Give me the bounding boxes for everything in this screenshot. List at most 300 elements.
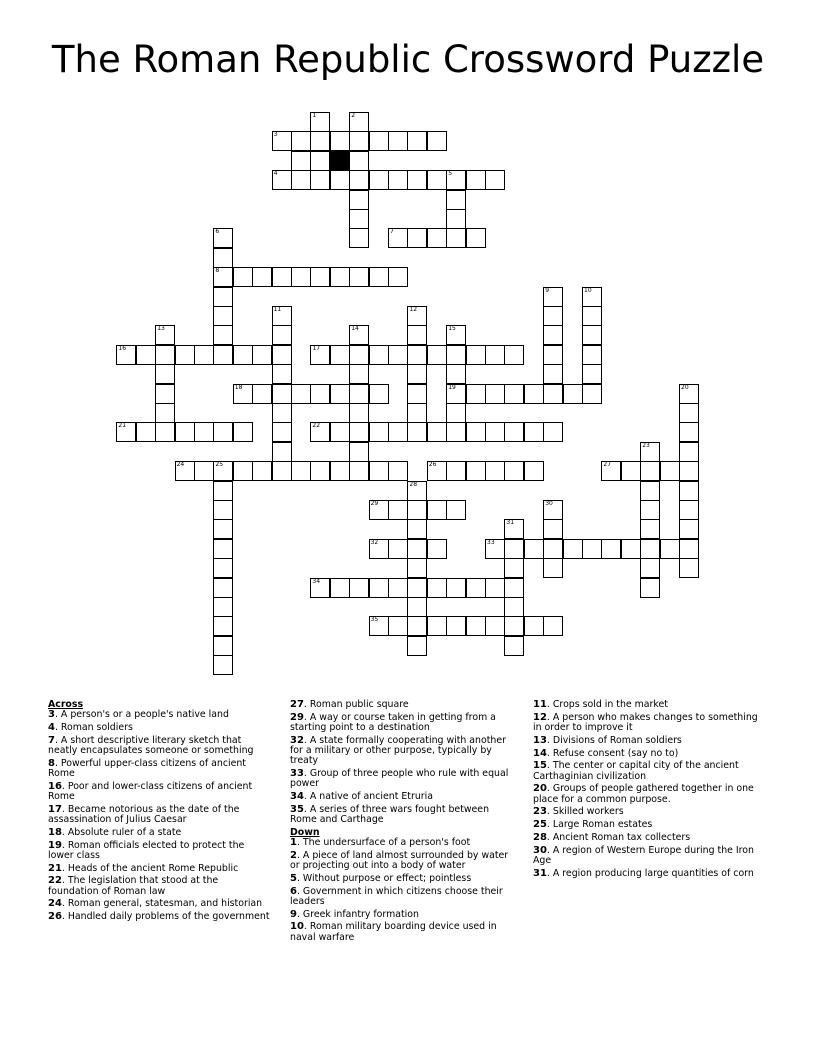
grid-cell[interactable] [388, 500, 408, 520]
grid-cell[interactable] [213, 461, 233, 481]
grid-cell[interactable] [543, 306, 563, 326]
grid-cell[interactable] [446, 209, 466, 229]
grid-cell[interactable] [310, 384, 330, 404]
clue [533, 761, 758, 781]
grid-cell[interactable] [543, 345, 563, 365]
grid-cell[interactable] [369, 539, 389, 559]
grid-cell[interactable] [466, 384, 486, 404]
grid-cell[interactable] [640, 461, 660, 481]
clue-number: 23 [533, 806, 547, 818]
grid-cell[interactable] [543, 519, 563, 539]
grid-cell[interactable] [388, 422, 408, 442]
grid-cell[interactable] [504, 636, 524, 656]
grid-cell[interactable] [446, 228, 466, 248]
grid-cell[interactable] [310, 170, 330, 190]
grid-cell[interactable] [194, 345, 214, 365]
grid-cell[interactable] [466, 461, 486, 481]
grid-cell[interactable] [485, 422, 505, 442]
grid-cell[interactable] [213, 248, 233, 268]
grid-cell[interactable] [582, 345, 602, 365]
grid-cell[interactable] [213, 597, 233, 617]
cell-number: 35 [370, 616, 379, 624]
clue [290, 851, 515, 871]
grid-cell[interactable] [349, 461, 369, 481]
grid-cell[interactable] [582, 539, 602, 559]
grid-cell[interactable] [233, 384, 253, 404]
grid-cell[interactable] [640, 481, 660, 501]
grid-cell[interactable] [466, 578, 486, 598]
grid-cell[interactable] [427, 616, 447, 636]
grid-cell[interactable] [640, 558, 660, 578]
grid-cell[interactable] [175, 461, 195, 481]
grid-cell[interactable] [349, 267, 369, 287]
grid-cell[interactable] [272, 442, 292, 462]
grid-cell[interactable] [349, 112, 369, 132]
grid-cell[interactable] [233, 345, 253, 365]
grid-cell[interactable] [349, 345, 369, 365]
clue-text: . A native of ancient Etruria [303, 791, 433, 802]
grid-cell[interactable] [407, 578, 427, 598]
grid-cell[interactable] [543, 364, 563, 384]
grid-cell[interactable] [446, 403, 466, 423]
grid-cell[interactable] [194, 461, 214, 481]
grid-cell[interactable] [679, 384, 699, 404]
grid-cell[interactable] [407, 519, 427, 539]
grid-cell[interactable] [213, 519, 233, 539]
clue-number: 20 [533, 783, 547, 795]
grid-cell[interactable] [427, 539, 447, 559]
grid-cell[interactable] [213, 616, 233, 636]
grid-cell[interactable] [466, 616, 486, 636]
grid-cell[interactable] [582, 287, 602, 307]
grid-cell[interactable] [466, 228, 486, 248]
grid-cell[interactable] [485, 461, 505, 481]
cell-number: 26 [428, 461, 437, 469]
grid-cell[interactable] [349, 442, 369, 462]
grid-cell[interactable] [155, 325, 175, 345]
grid-cell[interactable] [330, 461, 350, 481]
grid-cell[interactable] [640, 500, 660, 520]
grid-cell[interactable] [601, 461, 621, 481]
grid-cell[interactable] [252, 345, 272, 365]
grid-cell[interactable] [349, 228, 369, 248]
grid-cell[interactable] [621, 539, 641, 559]
clue-text: . A region producing large quantities of corn [546, 867, 754, 879]
clue-number: 34 [290, 791, 304, 802]
grid-cell[interactable] [349, 422, 369, 442]
grid-cell[interactable] [640, 519, 660, 539]
clue [533, 846, 758, 866]
grid-cell[interactable] [679, 539, 699, 559]
grid-cell[interactable] [563, 384, 583, 404]
grid-cell[interactable] [485, 384, 505, 404]
grid-cell[interactable] [233, 461, 253, 481]
grid-cell[interactable] [504, 597, 524, 617]
grid-cell[interactable] [485, 539, 505, 559]
grid-cell[interactable] [330, 267, 350, 287]
grid-cell[interactable] [485, 616, 505, 636]
grid-cell[interactable] [563, 539, 583, 559]
grid-cell[interactable] [524, 539, 544, 559]
grid-cell[interactable] [446, 422, 466, 442]
grid-cell[interactable] [543, 539, 563, 559]
grid-cell[interactable] [640, 539, 660, 559]
cell-number: 11 [273, 306, 282, 313]
grid-cell[interactable] [175, 422, 195, 442]
grid-cell[interactable] [446, 384, 466, 404]
grid-cell[interactable] [291, 384, 311, 404]
cell-number: 16 [118, 344, 127, 352]
grid-cell[interactable] [407, 325, 427, 345]
grid-cell[interactable] [310, 112, 330, 132]
grid-cell[interactable] [310, 131, 330, 151]
clue-text: . A short descriptive literary sketch that neatly encapsulates someone or something [48, 734, 254, 756]
grid-cell[interactable] [369, 461, 389, 481]
grid-cell[interactable] [407, 345, 427, 365]
grid-cell[interactable] [640, 578, 660, 598]
grid-cell[interactable] [233, 267, 253, 287]
clue-text: . Handled daily problems of the government [61, 911, 270, 923]
grid-cell[interactable] [369, 345, 389, 365]
cell-number: 33 [487, 538, 495, 546]
grid-cell[interactable] [524, 616, 544, 636]
clue-text: . Skilled workers [546, 806, 624, 818]
grid-cell[interactable] [155, 364, 175, 384]
grid-cell[interactable] [213, 345, 233, 365]
grid-cell[interactable] [679, 403, 699, 423]
grid-cell[interactable] [504, 422, 524, 442]
grid-cell[interactable] [369, 267, 389, 287]
grid-cell[interactable] [407, 403, 427, 423]
grid-cell[interactable] [427, 131, 447, 151]
clue-text: . Crops sold in the market [546, 699, 668, 710]
grid-cell[interactable] [388, 228, 408, 248]
clue [290, 805, 515, 825]
grid-cell[interactable] [213, 636, 233, 656]
grid-cell[interactable] [213, 655, 233, 675]
grid-cell[interactable] [155, 422, 175, 442]
grid-cell[interactable] [291, 131, 311, 151]
grid-cell[interactable] [407, 364, 427, 384]
grid-cell[interactable] [330, 578, 350, 598]
grid-cell[interactable] [407, 422, 427, 442]
grid-cell[interactable] [427, 170, 447, 190]
grid-cell[interactable] [252, 461, 272, 481]
clue-number: 5 [290, 872, 297, 884]
cell-number: 13 [157, 325, 165, 333]
grid-cell[interactable] [660, 539, 680, 559]
grid-cell[interactable] [427, 345, 447, 365]
grid-cell[interactable] [252, 267, 272, 287]
grid-cell[interactable] [407, 597, 427, 617]
grid-cell[interactable] [310, 345, 330, 365]
grid-cell[interactable] [155, 384, 175, 404]
grid-cell[interactable] [213, 539, 233, 559]
clue-number: 32 [290, 734, 304, 746]
grid-cell[interactable] [388, 616, 408, 636]
grid-cell[interactable] [272, 384, 292, 404]
grid-cell[interactable] [349, 131, 369, 151]
grid-cell[interactable] [272, 422, 292, 442]
grid-cell[interactable] [369, 422, 389, 442]
grid-cell[interactable] [427, 500, 447, 520]
grid-cell[interactable] [388, 578, 408, 598]
grid-cell[interactable] [621, 461, 641, 481]
grid-cell[interactable] [388, 461, 408, 481]
grid-cell[interactable] [524, 461, 544, 481]
grid-cell[interactable] [466, 170, 486, 190]
grid-cell[interactable] [485, 345, 505, 365]
grid-cell[interactable] [291, 151, 311, 171]
grid-cell[interactable] [504, 345, 524, 365]
grid-cell[interactable] [155, 403, 175, 423]
grid-cell[interactable] [524, 384, 544, 404]
grid-cell[interactable] [466, 422, 486, 442]
grid-cell[interactable] [369, 170, 389, 190]
grid-cell[interactable] [679, 481, 699, 501]
across-clue-list-continued [290, 700, 515, 825]
cell-number: 31 [506, 519, 515, 527]
grid-cell[interactable] [272, 364, 292, 384]
grid-cell[interactable] [291, 461, 311, 481]
grid-cell[interactable] [272, 306, 292, 326]
clue [48, 759, 270, 779]
grid-cell[interactable] [175, 345, 195, 365]
clue [48, 864, 270, 874]
grid-cell[interactable] [446, 500, 466, 520]
grid-cell[interactable] [388, 539, 408, 559]
grid-cell[interactable] [330, 422, 350, 442]
grid-cell[interactable] [504, 558, 524, 578]
grid-cell[interactable] [349, 364, 369, 384]
clue-text: . Groups of people gathered together in one place for a common purpose. [533, 783, 754, 805]
grid-cell[interactable] [427, 578, 447, 598]
cell-number: 18 [234, 383, 243, 391]
grid-cell[interactable] [407, 616, 427, 636]
grid-cell[interactable] [116, 345, 136, 365]
grid-cell[interactable] [213, 287, 233, 307]
grid-cell[interactable] [407, 558, 427, 578]
grid-cell[interactable] [388, 267, 408, 287]
grid-cell[interactable] [349, 325, 369, 345]
grid-cell[interactable] [543, 500, 563, 520]
cell-number: 23 [642, 441, 650, 449]
grid-cell[interactable] [485, 170, 505, 190]
grid-cell[interactable] [272, 461, 292, 481]
cell-number: 4 [273, 170, 278, 178]
clue [48, 782, 270, 802]
grid-cell[interactable] [213, 500, 233, 520]
grid-cell[interactable] [582, 306, 602, 326]
grid-cell[interactable] [272, 170, 292, 190]
grid-cell[interactable] [446, 325, 466, 345]
clue [290, 713, 515, 733]
grid-cell[interactable] [349, 578, 369, 598]
grid-cell[interactable] [310, 422, 330, 442]
puzzle-title: The Roman Republic Crossword Puzzle [51, 38, 765, 81]
grid-cell[interactable] [349, 170, 369, 190]
grid-cell[interactable] [504, 578, 524, 598]
grid-cell[interactable] [446, 578, 466, 598]
grid-cell[interactable] [369, 500, 389, 520]
grid-cell[interactable] [543, 384, 563, 404]
clue-number: 35 [290, 803, 304, 815]
grid-cell[interactable] [446, 616, 466, 636]
grid-cell[interactable] [601, 539, 621, 559]
grid-cell[interactable] [446, 170, 466, 190]
grid-cell[interactable] [310, 151, 330, 171]
grid-cell[interactable] [310, 461, 330, 481]
clue-number: 3 [48, 709, 55, 721]
clue-text: . Divisions of Roman soldiers [546, 734, 682, 746]
clue-number: 22 [48, 875, 62, 887]
grid-cell[interactable] [369, 578, 389, 598]
grid-cell[interactable] [388, 345, 408, 365]
grid-cell[interactable] [407, 384, 427, 404]
grid-cell[interactable] [349, 151, 369, 171]
grid-cell[interactable] [407, 481, 427, 501]
clue-number: 27 [290, 699, 304, 710]
clue-number: 24 [48, 898, 62, 910]
grid-cell[interactable] [427, 228, 447, 248]
down-heading: Down [290, 826, 320, 838]
clue [533, 700, 758, 710]
grid-cell[interactable] [116, 422, 136, 442]
grid-cell[interactable] [213, 306, 233, 326]
grid-cell[interactable] [582, 325, 602, 345]
grid-cell[interactable] [388, 131, 408, 151]
clue-number: 17 [48, 803, 62, 815]
grid-cell[interactable] [582, 384, 602, 404]
clue-text: . A state formally cooperating with another for a military or other purpose, typically by treaty [290, 734, 506, 767]
grid-cell[interactable] [504, 539, 524, 559]
grid-cell[interactable] [407, 170, 427, 190]
clue [290, 874, 515, 884]
grid-cell[interactable] [349, 384, 369, 404]
grid-cell[interactable] [407, 636, 427, 656]
grid-cell[interactable] [407, 306, 427, 326]
grid-cell[interactable] [679, 442, 699, 462]
grid-cell[interactable] [446, 461, 466, 481]
grid-cell[interactable] [213, 558, 233, 578]
grid-cell[interactable] [272, 325, 292, 345]
grid-cell[interactable] [272, 267, 292, 287]
grid-cell[interactable] [466, 345, 486, 365]
grid-cell[interactable] [543, 287, 563, 307]
grid-cell[interactable] [349, 209, 369, 229]
grid-cell[interactable] [407, 228, 427, 248]
grid-cell[interactable] [679, 519, 699, 539]
grid-cell[interactable] [446, 345, 466, 365]
grid-cell[interactable] [213, 267, 233, 287]
clue-text: . Greek infantry formation [296, 908, 419, 920]
grid-cell[interactable] [369, 131, 389, 151]
grid-cell[interactable] [272, 403, 292, 423]
grid-cell[interactable] [194, 422, 214, 442]
grid-cell[interactable] [407, 131, 427, 151]
grid-cell[interactable] [349, 403, 369, 423]
grid-cell[interactable] [679, 461, 699, 481]
clue-number: 33 [290, 768, 304, 779]
grid-cell[interactable] [291, 267, 311, 287]
grid-cell[interactable] [213, 578, 233, 598]
grid-cell[interactable] [446, 190, 466, 210]
grid-cell[interactable] [427, 422, 447, 442]
grid-cell[interactable] [349, 190, 369, 210]
grid-cell[interactable] [504, 461, 524, 481]
clue [290, 910, 515, 920]
grid-cell[interactable] [136, 345, 156, 365]
clue [48, 899, 270, 909]
grid-cell[interactable] [504, 519, 524, 539]
clue-text: . The center or capital city of the ancient Carthaginian civilization [533, 760, 739, 782]
clue [48, 828, 270, 838]
grid-cell[interactable] [213, 481, 233, 501]
grid-cell[interactable] [291, 170, 311, 190]
grid-cell[interactable] [272, 345, 292, 365]
grid-cell[interactable] [213, 325, 233, 345]
grid-cell[interactable] [679, 422, 699, 442]
clue-text: . Without purpose or effect; pointless [296, 872, 472, 884]
grid-cell[interactable] [679, 558, 699, 578]
grid-cell[interactable] [310, 267, 330, 287]
grid-cell[interactable] [213, 422, 233, 442]
grid-cell[interactable] [330, 345, 350, 365]
grid-cell[interactable] [446, 364, 466, 384]
grid-cell[interactable] [330, 384, 350, 404]
grid-cell[interactable] [407, 539, 427, 559]
cell-number: 25 [215, 461, 224, 469]
grid-cell[interactable] [233, 422, 253, 442]
grid-cell[interactable] [543, 616, 563, 636]
grid-cell[interactable] [504, 616, 524, 636]
grid-cell[interactable] [524, 422, 544, 442]
grid-cell[interactable] [640, 442, 660, 462]
grid-cell[interactable] [252, 384, 272, 404]
grid-cell[interactable] [330, 170, 350, 190]
grid-cell[interactable] [679, 500, 699, 520]
grid-cell[interactable] [369, 616, 389, 636]
grid-cell[interactable] [330, 131, 350, 151]
grid-cell[interactable] [136, 422, 156, 442]
clue [290, 736, 515, 767]
grid-cell[interactable] [310, 578, 330, 598]
grid-cell[interactable] [388, 170, 408, 190]
grid-cell[interactable] [155, 345, 175, 365]
cell-number: 10 [584, 286, 592, 294]
grid-cell[interactable] [582, 364, 602, 384]
grid-cell[interactable] [543, 325, 563, 345]
grid-cell[interactable] [504, 384, 524, 404]
grid-cell[interactable] [485, 578, 505, 598]
clue [533, 784, 758, 804]
grid-cell[interactable] [213, 228, 233, 248]
clue-number: 15 [533, 760, 547, 772]
clue-number: 4 [48, 722, 55, 733]
grid-cell[interactable] [427, 461, 447, 481]
grid-cell[interactable] [543, 558, 563, 578]
grid-cell[interactable] [407, 500, 427, 520]
grid-cell[interactable] [369, 384, 389, 404]
clue-text: . Government in which citizens choose their leaders [290, 885, 503, 907]
clue-text: . Ancient Roman tax collecters [546, 831, 691, 843]
grid-cell[interactable] [660, 461, 680, 481]
grid-cell[interactable] [543, 422, 563, 442]
cell-number: 22 [312, 422, 321, 430]
clue-number: 29 [290, 711, 304, 723]
cell-number: 32 [370, 538, 379, 546]
grid-cell[interactable] [272, 131, 292, 151]
